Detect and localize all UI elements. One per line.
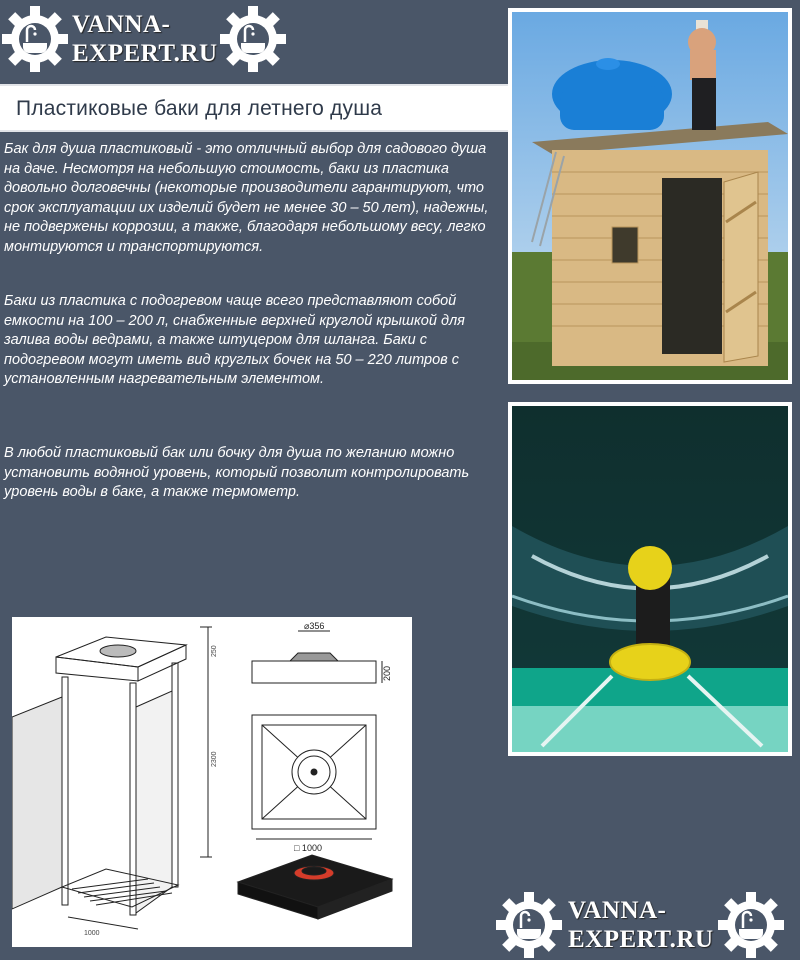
dim-width-label: □ 1000: [294, 843, 322, 853]
paragraph-water-level: В любой пластиковый бак или бочку для душа по желанию можно установить водяной уровень, который позволит контролировать уровень воды в баке, а также термометр.: [4, 445, 470, 500]
logo-text: [568, 896, 714, 954]
logo-line-1: VANNA-: [568, 897, 667, 924]
page-title: Пластиковые баки для летнего душа: [16, 97, 383, 120]
logo-line-2: EXPERT.RU: [568, 926, 714, 953]
photo-tank-cap-closeup: [508, 402, 792, 756]
title-bar: [0, 84, 508, 132]
bath-gear-icon: [496, 892, 562, 958]
dim-diameter-label: ⌀356: [304, 621, 325, 631]
paragraph-heated-tanks: Баки из пластика с подогревом чаще всего представляют собой емкости на 100 – 200 л, снабженные верхней круглой крышкой для залива воды ведрами, а также штуцером для шланга. Баки с подогревом могут иметь вид круглых бочек на 50 – 220 литров с установленным нагревательным элементом.: [4, 293, 465, 387]
dim-top-height-label: 250: [211, 645, 218, 657]
technical-drawing: [12, 617, 412, 947]
dim-base-width-label: 1000: [84, 930, 100, 937]
logo-line-1: VANNA-: [72, 11, 171, 38]
paragraph-intro: Бак для душа пластиковый - это отличный выбор для садового душа на даче. Несмотря на небольшую стоимость, баки из пластика довольно долговечны (некоторые производители гарантируют, что срок эксплуатации их изделий будет не менее 30 – 50 лет), надежны, не подвержены коррозии, а также, благодаря небольшому весу, легко монтируются и транспортируются.: [4, 141, 489, 255]
bath-gear-icon: [220, 6, 286, 72]
dim-height-label: 200: [382, 665, 392, 681]
site-logo-bottom[interactable]: [496, 892, 784, 958]
photo-wooden-shower-with-tank: [508, 8, 792, 384]
bath-gear-icon: [2, 6, 68, 72]
site-logo-top[interactable]: [2, 6, 286, 72]
bath-gear-icon: [718, 892, 784, 958]
logo-text: [72, 10, 218, 68]
logo-line-2: EXPERT.RU: [72, 40, 218, 67]
dim-total-height-label: 2300: [211, 751, 218, 767]
